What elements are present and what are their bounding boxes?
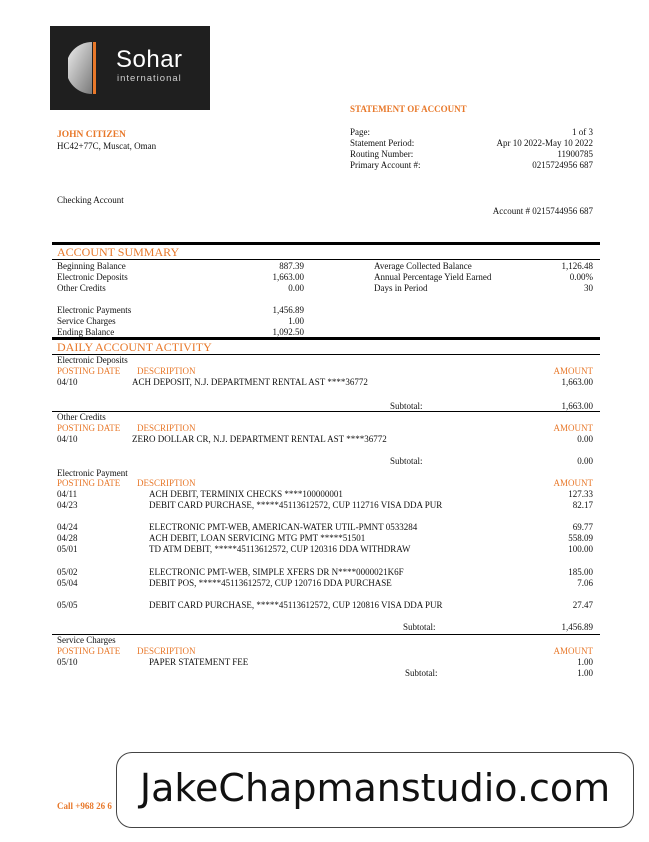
sohar-logo-mark-icon — [68, 39, 114, 97]
customer-address: HC42+77C, Muscat, Oman — [57, 141, 157, 151]
meta-label-page: Page: — [350, 127, 370, 137]
logo-wordmark: Sohar — [116, 46, 183, 73]
section-title-electronic-payment: Electronic Payment — [57, 468, 128, 478]
summary-label: Service Charges — [57, 316, 116, 326]
transaction-date: 04/10 — [57, 434, 78, 444]
summary-value: 0.00% — [569, 272, 593, 282]
transaction-description: ELECTRONIC PMT-WEB, SIMPLE XFERS DR N****0000021K6F — [149, 567, 404, 577]
section-title-other-credits: Other Credits — [57, 412, 106, 422]
section-rule — [52, 634, 600, 635]
summary-header-rule — [52, 259, 600, 260]
summary-label: Other Credits — [57, 283, 106, 293]
column-header-amount: AMOUNT — [553, 478, 593, 488]
column-header-amount: AMOUNT — [553, 423, 593, 433]
meta-value-routing: 11900785 — [557, 149, 593, 159]
statement-title: STATEMENT OF ACCOUNT — [350, 104, 467, 114]
section-rule — [52, 411, 600, 412]
meta-value-page: 1 of 3 — [572, 127, 593, 137]
transaction-date: 04/11 — [57, 489, 78, 499]
transaction-amount: 185.00 — [568, 567, 593, 577]
transaction-amount: 127.33 — [568, 489, 593, 499]
subtotal-value: 0.00 — [577, 456, 593, 466]
summary-value: 887.39 — [279, 261, 304, 271]
transaction-description: ELECTRONIC PMT-WEB, AMERICAN-WATER UTIL-PMNT 0533284 — [149, 522, 418, 532]
transaction-description: DEBIT CARD PURCHASE, *****45113612572, CUP 120816 VISA DDA PUR — [149, 600, 443, 610]
column-header-posting-date: POSTING DATE — [57, 478, 121, 488]
section-title-service-charges: Service Charges — [57, 635, 116, 645]
transaction-amount: 558.09 — [568, 533, 593, 543]
summary-value: 1.00 — [288, 316, 304, 326]
footer-call-text: Call +968 26 6 — [57, 801, 112, 811]
transaction-description: ACH DEBIT, TERMINIX CHECKS ****100000001 — [149, 489, 343, 499]
meta-label-primary-account: Primary Account #: — [350, 160, 421, 170]
customer-name: JOHN CITIZEN — [57, 130, 126, 140]
summary-value: 1,126.48 — [561, 261, 593, 271]
summary-value: 1,456.89 — [272, 305, 304, 315]
summary-label: Days in Period — [374, 283, 428, 293]
transaction-date: 05/04 — [57, 578, 78, 588]
transaction-amount: 27.47 — [572, 600, 593, 610]
summary-label: Ending Balance — [57, 327, 115, 337]
summary-label: Average Collected Balance — [374, 261, 472, 271]
subtotal-value: 1.00 — [577, 668, 593, 678]
transaction-description: ZERO DOLLAR CR, N.J. DEPARTMENT RENTAL AST ****36772 — [132, 434, 387, 444]
subtotal-value: 1,456.89 — [561, 622, 593, 632]
meta-label-routing: Routing Number: — [350, 149, 414, 159]
summary-value: 30 — [584, 283, 593, 293]
meta-value-period: Apr 10 2022-May 10 2022 — [496, 138, 593, 148]
transaction-amount: 0.00 — [577, 434, 593, 444]
watermark-banner: JakeChapmanstudio.com — [116, 752, 634, 828]
transaction-date: 05/10 — [57, 657, 78, 667]
column-header-posting-date: POSTING DATE — [57, 646, 121, 656]
transaction-amount: 69.77 — [572, 522, 593, 532]
account-type: Checking Account — [57, 195, 124, 205]
transaction-description: TD ATM DEBIT, *****45113612572, CUP 120316 DDA WITHDRAW — [149, 544, 411, 554]
meta-label-period: Statement Period: — [350, 138, 415, 148]
transaction-date: 05/05 — [57, 600, 78, 610]
logo-tagline: international — [117, 73, 182, 84]
summary-label: Beginning Balance — [57, 261, 126, 271]
summary-label: Electronic Payments — [57, 305, 132, 315]
column-header-description: DESCRIPTION — [137, 423, 196, 433]
account-summary-title: ACCOUNT SUMMARY — [57, 245, 180, 259]
section-title-electronic-deposits: Electronic Deposits — [57, 355, 128, 365]
transaction-amount: 1,663.00 — [561, 377, 593, 387]
transaction-description: ACH DEPOSIT, N.J. DEPARTMENT RENTAL AST ****36772 — [132, 377, 368, 387]
transaction-date: 04/10 — [57, 377, 78, 387]
subtotal-label: Subtotal: — [390, 401, 423, 411]
column-header-amount: AMOUNT — [553, 646, 593, 656]
column-header-posting-date: POSTING DATE — [57, 423, 121, 433]
transaction-amount: 100.00 — [568, 544, 593, 554]
transaction-description: ACH DEBIT, LOAN SERVICING MTG PMT *****51501 — [149, 533, 366, 543]
account-number: Account # 0215744956 687 — [492, 206, 593, 216]
daily-activity-title: DAILY ACCOUNT ACTIVITY — [57, 340, 212, 354]
transaction-date: 05/02 — [57, 567, 78, 577]
summary-label: Annual Percentage Yield Earned — [374, 272, 492, 282]
subtotal-label: Subtotal: — [405, 668, 438, 678]
summary-value: 1,092.50 — [272, 327, 304, 337]
transaction-description: DEBIT POS, *****45113612572, CUP 120716 DDA PURCHASE — [149, 578, 392, 588]
transaction-date: 04/23 — [57, 500, 78, 510]
summary-value: 1,663.00 — [272, 272, 304, 282]
bank-logo — [50, 26, 210, 110]
activity-header-rule — [52, 354, 600, 355]
column-header-amount: AMOUNT — [553, 366, 593, 376]
subtotal-value: 1,663.00 — [561, 401, 593, 411]
column-header-description: DESCRIPTION — [137, 646, 196, 656]
summary-value: 0.00 — [288, 283, 304, 293]
column-header-posting-date: POSTING DATE — [57, 366, 121, 376]
column-header-description: DESCRIPTION — [137, 366, 196, 376]
transaction-description: DEBIT CARD PURCHASE, *****45113612572, CUP 112716 VISA DDA PUR — [149, 500, 443, 510]
subtotal-label: Subtotal: — [390, 456, 423, 466]
summary-label: Electronic Deposits — [57, 272, 128, 282]
column-header-description: DESCRIPTION — [137, 478, 196, 488]
transaction-date: 04/24 — [57, 522, 78, 532]
transaction-date: 05/01 — [57, 544, 78, 554]
transaction-amount: 7.06 — [577, 578, 593, 588]
transaction-description: PAPER STATEMENT FEE — [149, 657, 249, 667]
meta-value-primary-account: 0215724956 687 — [532, 160, 593, 170]
transaction-amount: 82.17 — [572, 500, 593, 510]
transaction-date: 04/28 — [57, 533, 78, 543]
transaction-amount: 1.00 — [577, 657, 593, 667]
subtotal-label: Subtotal: — [403, 622, 436, 632]
